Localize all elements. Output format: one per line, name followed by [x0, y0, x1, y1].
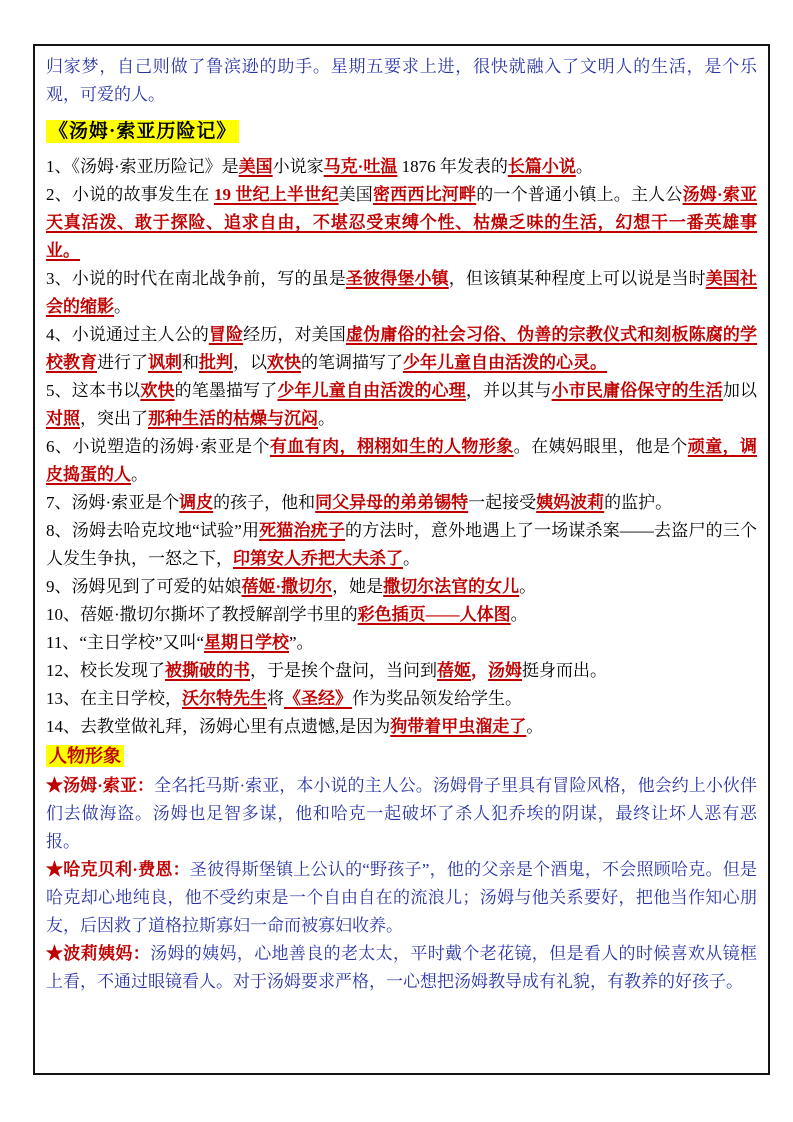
text-run-em: 《圣经》	[284, 689, 352, 708]
text-run-em: 长篇小说	[507, 157, 576, 176]
text-run-em: 少年儿童自由活泼的心理	[277, 381, 466, 400]
text-run-plain: 10、蓓姬·撒切尔撕坏了教授解剖学书里的	[46, 605, 358, 624]
text-run-plain: 加以	[722, 381, 758, 400]
text-run-h: 《汤姆·索亚历险记》	[49, 121, 237, 142]
text-run-em: 有血有肉，栩栩如生的人物形象	[269, 437, 514, 456]
paragraph	[46, 685, 757, 713]
text-run-plain: ，她是	[332, 577, 384, 596]
text-run-em: 那种生活的枯燥与沉闷	[148, 409, 318, 428]
text-run-blue: 汤姆的姨妈，心地善良的老太太，平时戴个老花镜，但是看人的时候喜欢从镜框上看，不通过眼镜看人。对于汤姆要求严格，一心想把汤姆教导成有礼貌，有教养的好孩子。	[46, 944, 758, 991]
paragraph	[46, 772, 757, 856]
text-run-em: 美国	[238, 157, 273, 176]
text-run-em: 狗带着甲虫溜走了	[390, 717, 527, 736]
text-run-em: 调皮	[179, 493, 214, 512]
text-run-plain: 6、小说塑造的汤姆·索亚是个	[46, 437, 270, 456]
paragraph	[46, 856, 757, 940]
text-run-em: 蓓姬	[437, 661, 471, 680]
text-run-plain: 美国	[338, 185, 373, 204]
highlighted-heading-text	[46, 120, 239, 143]
text-run-plain: ，以	[233, 353, 267, 372]
section-heading	[46, 114, 757, 150]
text-run-plain: 14、去教堂做礼拜，汤姆心里有点遗憾,是因为	[46, 717, 391, 736]
text-run-plain: 4、小说通过主人公的	[46, 325, 209, 344]
text-run-blue: 圣彼得斯堡镇上公认的“野孩子”，他的父亲是个酒鬼，不会照顾哈克。但是哈克却心地纯良，他不受约束是一个自由自在的流浪儿；汤姆与他关系要好，把他当作知心朋友，后因救了道格拉斯寡妇一命而被寡妇收养。	[46, 860, 758, 935]
text-run-plain: 1、《汤姆·索亚历险记》是	[46, 157, 239, 176]
text-run-em: 同父异母的弟弟锡特	[315, 493, 469, 512]
paragraph	[46, 573, 757, 601]
text-run-em: 沃尔特先生	[182, 689, 267, 708]
text-run-plain: 作为奖品领发给学生。	[352, 689, 522, 708]
paragraph	[46, 489, 757, 517]
text-run-plain: 挺身而出。	[522, 661, 607, 680]
text-run-em: 小市民庸俗保守的生活	[551, 381, 723, 400]
text-run-em: 欢快	[140, 381, 175, 400]
text-run-plain: 的一个普通小镇上。主人公	[476, 185, 683, 204]
highlighted-heading-text	[46, 745, 124, 767]
text-run-plain: 经历，对美国	[243, 325, 346, 344]
paragraph	[46, 629, 757, 657]
text-run-name: ，	[471, 661, 488, 680]
text-run-plain: 11、“主日学校”又叫“	[46, 633, 205, 652]
paragraph	[46, 321, 757, 377]
page-border	[33, 44, 770, 1075]
paragraph	[46, 657, 757, 685]
text-run-plain: 小说家	[272, 157, 324, 176]
text-run-plain: 的监护。	[604, 493, 673, 512]
paragraph	[46, 153, 757, 181]
text-run-plain: 。	[526, 717, 544, 736]
text-run-em: 美国社会的缩影	[46, 269, 758, 316]
text-run-em: 少年儿童自由活泼的心灵。	[403, 353, 607, 372]
text-run-plain: 5、这本书以	[46, 381, 141, 400]
text-run-em: 虚伪庸俗的社会习俗、伪善的宗教仪式和刻板陈腐的学校教育	[46, 325, 758, 372]
text-run-plain: ”。	[289, 633, 314, 652]
text-run-plain: 的笔调描写了	[301, 353, 403, 372]
text-run-plain: 。	[318, 409, 335, 428]
document-body	[46, 53, 757, 996]
text-run-plain: 。	[403, 549, 420, 568]
text-run-em: 19 世纪上半世纪	[213, 185, 339, 204]
text-run-em: 顽童，调皮捣蛋的人	[46, 437, 758, 484]
text-run-plain: 的方法时，意外地遇上了一场谋杀案——去盗尸的三个人发生争执，一怒之下，	[46, 521, 758, 568]
text-run-em: 圣彼得堡小镇	[345, 269, 449, 288]
text-run-name: ★汤姆·索亚：	[46, 776, 155, 795]
paragraph	[46, 713, 757, 741]
text-run-blue: 归家梦，自己则做了鲁滨逊的助手。星期五要求上进，很快就融入了文明人的生活，是个乐观，可爱的人。	[46, 57, 757, 104]
text-run-em: 彩色插页——人体图	[357, 605, 511, 624]
text-run-em: 批判	[199, 353, 233, 372]
text-run-plain: 2、小说的故事发生在	[46, 185, 214, 204]
text-run-plain: 的孩子，他和	[213, 493, 316, 512]
text-run-plain: 的笔墨描写了	[174, 381, 278, 400]
text-run-em: 星期日学校	[204, 633, 290, 652]
paragraph	[46, 601, 757, 629]
text-run-em: 撒切尔法官的女儿	[383, 577, 520, 596]
text-run-blue: 全名托马斯·索亚，本小说的主人公。汤姆骨子里具有冒险风格，他会约上小伙伴们去做海盗。汤姆也足智多谋，他和哈克一起破坏了杀人犯乔埃的阴谋，最终让坏人恶有恶报。	[46, 776, 757, 851]
paragraph	[46, 265, 757, 321]
text-run-plain: 12、校长发现了	[46, 661, 165, 680]
text-run-em: 马克·吐温	[323, 157, 398, 176]
paragraph	[46, 433, 757, 489]
text-run-plain: 1876 年发表的	[397, 157, 508, 176]
text-run-h: 人物形象	[49, 746, 121, 766]
paragraph	[46, 377, 757, 433]
text-run-em: 汤姆·索亚天真活泼、敢于探险、追求自由，不堪忍受束缚个性、枯燥乏味的生活，幻想干一番英雄事业。	[46, 185, 758, 260]
text-run-plain: 。	[575, 157, 593, 176]
text-run-em: 对照	[46, 409, 80, 428]
text-run-plain: 。	[114, 297, 131, 316]
text-run-em: 死猫治疣子	[259, 521, 346, 540]
text-run-em: 姨妈波莉	[536, 493, 605, 512]
text-run-plain: 。	[510, 605, 528, 624]
paragraph	[46, 181, 757, 265]
paragraph	[46, 53, 757, 109]
text-run-plain: 8、汤姆去哈克坟地“试验”用	[46, 521, 260, 540]
text-run-plain: 9、汤姆见到了可爱的姑娘	[46, 577, 242, 596]
text-run-plain: 7、汤姆·索亚是个	[46, 493, 180, 512]
text-run-plain: 。在姨妈眼里，他是个	[513, 437, 688, 456]
text-run-em: 蓓姬·撒切尔	[241, 577, 333, 596]
text-run-plain: 。	[519, 577, 537, 596]
text-run-em: 汤姆	[488, 661, 522, 680]
paragraph	[46, 940, 757, 996]
text-run-name: ★波莉姨妈：	[46, 944, 151, 963]
text-run-plain: 3、小说的时代在南北战争前，写的虽是	[46, 269, 346, 288]
text-run-plain: 13、在主日学校，	[46, 689, 182, 708]
text-run-em: 欢快	[267, 353, 301, 372]
text-run-name: ★哈克贝利·费恩：	[46, 860, 190, 879]
text-run-plain: ，于是挨个盘问，当问到	[250, 661, 437, 680]
text-run-em: 讽刺	[148, 353, 182, 372]
section-heading	[46, 741, 757, 772]
text-run-plain: ，突出了	[80, 409, 148, 428]
text-run-em: 冒险	[208, 325, 244, 344]
text-run-plain: 一起接受	[468, 493, 537, 512]
text-run-plain: 和	[182, 353, 199, 372]
text-run-plain: 将	[267, 689, 284, 708]
text-run-em: 密西西比河畔	[372, 185, 477, 204]
text-run-plain: ，但该镇某种程度上可以说是当时	[448, 269, 706, 288]
paragraph	[46, 517, 757, 573]
text-run-em: 被撕破的书	[165, 661, 250, 680]
text-run-plain: 进行了	[97, 353, 148, 372]
text-run-plain: 。	[131, 465, 148, 484]
text-run-em: 印第安人乔把大夫杀了	[233, 549, 403, 568]
text-run-plain: ，并以其与	[465, 381, 552, 400]
